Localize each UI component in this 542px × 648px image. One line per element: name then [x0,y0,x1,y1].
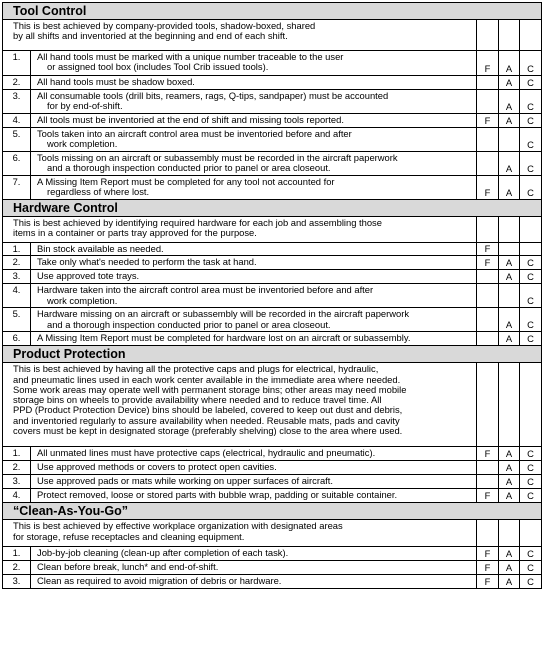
section-title-product-protection: Product Protection [3,346,542,363]
rating-c: C [520,90,542,114]
item-text-line: A Missing Item Report must be completed for any tool not accounted for [37,176,335,187]
item-number: 2. [3,461,31,475]
item-number: 4. [3,489,31,503]
table-row [3,308,542,332]
item-number: 3. [3,270,31,284]
item-text-line: Clean as required to avoid migration of debris or hardware. [37,575,282,587]
item-text [31,128,477,152]
rating-a [499,243,520,256]
intro-rating-cell-a [499,217,520,243]
item-text-line: A Missing Item Report must be completed for hardware lost on an aircraft or subassembly. [37,332,411,344]
rating-a: A [499,475,520,489]
rating-c: C [520,284,542,308]
item-text [31,114,477,128]
item-text-line: All hand tools must be marked with a unique number traceable to the user [37,51,344,62]
rating-f [477,284,499,308]
rating-a [499,284,520,308]
item-text [31,76,477,90]
intro-rating-cell-f [477,217,499,243]
item-text-line: Use approved pads or mats while working on upper surfaces of aircraft. [37,475,333,487]
intro-line: and inventoried regularly to assure availability when needed. Reusable mats, pads and cavity [13,414,400,426]
rating-f [477,152,499,176]
rating-f [477,461,499,475]
section-intro [3,520,477,547]
rating-a: A [499,76,520,90]
rating-f: F [477,243,499,256]
rating-c: C [520,575,542,589]
item-text-line: work completion. [47,294,118,306]
table-row [3,243,542,256]
rating-a: A [499,561,520,575]
rating-a: A [499,332,520,346]
rating-f [477,475,499,489]
intro-line: storage bins on wheels to provide availability where needed and to reduce travel time. All [13,394,382,406]
item-text [31,284,477,308]
rating-a [499,128,520,152]
rating-f [477,308,499,332]
section-intro [3,363,477,447]
section-intro-row [3,520,542,547]
rating-f: F [477,176,499,200]
item-text-line: All hand tools must be shadow boxed. [37,76,195,87]
table-row [3,152,542,176]
rating-c: C [520,114,542,128]
intro-line: Some work areas may operate well with permanent storage bins; other areas may need mobile [13,383,407,395]
intro-line: items in a container or parts tray approved for the purpose. [13,227,257,239]
item-text [31,447,477,461]
table-row [3,475,542,489]
rating-c: C [520,152,542,176]
item-number: 4. [3,284,31,308]
rating-a: A [499,256,520,270]
section-intro-row [3,217,542,243]
intro-rating-cell-c [520,217,542,243]
item-text-line: Bin stock available as needed. [37,243,164,254]
item-text [31,176,477,200]
section-intro [3,20,477,51]
item-text-line: work completion. [47,138,118,150]
table-row [3,461,542,475]
rating-c: C [520,128,542,152]
intro-rating-cell-a [499,20,520,51]
rating-f [477,90,499,114]
rating-f [477,332,499,346]
item-number: 7. [3,176,31,200]
item-number: 1. [3,51,31,76]
section-intro-row [3,363,542,447]
item-number: 4. [3,114,31,128]
intro-rating-cell-c [520,520,542,547]
intro-line: This is best achieved by identifying required hardware for each job and assembling those [13,217,382,228]
item-text-line: All unmated lines must have protective caps (electrical, hydraulic and pneumatic). [37,447,376,459]
rating-c: C [520,256,542,270]
table-row [3,561,542,575]
rating-a: A [499,489,520,503]
item-text-line: All consumable tools (drill bits, reamers, rags, Q-tips, sandpaper) must be accounted [37,90,389,101]
intro-line: PPD (Product Protection Device) bins should be labeled, covered to keep out dust and debris, [13,404,403,416]
rating-a: A [499,152,520,176]
section-header-row [3,200,542,217]
intro-line: This is best achieved by effective workplace organization with designated areas [13,520,343,532]
item-text-line: regardless of where lost. [47,186,150,198]
item-number: 3. [3,575,31,589]
table-row [3,51,542,76]
rating-f [477,128,499,152]
item-text [31,475,477,489]
intro-rating-cell-a [499,520,520,547]
item-number: 6. [3,332,31,346]
intro-line: and pneumatic lines used in each work center available in the immediate area where needed. [13,373,401,385]
item-text-line: Use approved tote trays. [37,270,140,282]
item-number: 3. [3,90,31,114]
item-text [31,575,477,589]
table-row [3,114,542,128]
section-intro-row [3,20,542,51]
section-header-row [3,503,542,520]
intro-line: for storage, refuse receptacles and cleaning equipment. [13,530,245,542]
rating-a: A [499,51,520,76]
rating-c: C [520,76,542,90]
item-text-line: Protect removed, loose or stored parts with bubble wrap, padding or suitable container. [37,489,398,501]
table-row [3,447,542,461]
item-text [31,308,477,332]
item-text-line: or assigned tool box (includes Tool Crib issued tools). [47,61,269,73]
rating-c: C [520,51,542,76]
intro-rating-cell-f [477,363,499,447]
item-text [31,51,477,76]
rating-c: C [520,475,542,489]
item-text-line: Tools taken into an aircraft control area must be inventoried before and after [37,128,352,139]
rating-c: C [520,489,542,503]
rating-a: A [499,461,520,475]
table-row [3,128,542,152]
item-text [31,243,477,256]
item-text-line: Use approved methods or covers to protect open cavities. [37,461,277,473]
intro-rating-cell-f [477,20,499,51]
rating-c: C [520,561,542,575]
rating-c: C [520,461,542,475]
item-number: 2. [3,256,31,270]
item-number: 1. [3,447,31,461]
rating-a: A [499,176,520,200]
rating-c: C [520,308,542,332]
section-title-clean-as-you-go: “Clean-As-You-Go” [3,503,542,520]
section-title-tool-control: Tool Control [3,3,542,20]
item-text-line: Hardware missing on an aircraft or subassembly will be recorded in the aircraft paperwork [37,308,410,320]
table-row [3,256,542,270]
item-text [31,332,477,346]
intro-line: by all shifts and inventoried at the beginning and end of each shift. [13,30,288,42]
item-text [31,561,477,575]
item-number: 6. [3,152,31,176]
rating-c: C [520,270,542,284]
rating-a: A [499,114,520,128]
intro-rating-cell-f [477,520,499,547]
item-text-line: for by end-of-shift. [47,100,123,112]
intro-rating-cell-c [520,363,542,447]
item-number: 2. [3,76,31,90]
item-text-line: and a thorough inspection conducted prior to panel or area closeout. [47,318,331,330]
section-header-row [3,3,542,20]
rating-f [477,270,499,284]
rating-c [520,243,542,256]
rating-a: A [499,575,520,589]
item-text-line: Job-by-job cleaning (clean-up after completion of each task). [37,547,289,559]
section-intro [3,217,477,243]
rating-f: F [477,547,499,561]
rating-c: C [520,547,542,561]
item-number: 5. [3,308,31,332]
table-row [3,270,542,284]
intro-rating-cell-a [499,363,520,447]
intro-rating-cell-c [520,20,542,51]
rating-f: F [477,447,499,461]
rating-f [477,76,499,90]
checklist-sheet [2,2,541,647]
table-row [3,547,542,561]
rating-a: A [499,270,520,284]
table-row [3,489,542,503]
item-text-line: Hardware taken into the aircraft control area must be inventoried before and after [37,284,374,296]
rating-a: A [499,547,520,561]
section-header-row [3,346,542,363]
table-row [3,575,542,589]
item-text [31,152,477,176]
rating-f: F [477,489,499,503]
section-title-hardware-control: Hardware Control [3,200,542,217]
item-number: 1. [3,547,31,561]
item-text-line: Clean before break, lunch* and end-of-shift. [37,561,219,573]
item-number: 1. [3,243,31,256]
item-text-line: All tools must be inventoried at the end of shift and missing tools reported. [37,114,344,125]
checklist-table [2,2,542,589]
rating-a: A [499,90,520,114]
item-number: 3. [3,475,31,489]
item-text [31,489,477,503]
item-text [31,256,477,270]
item-text-line: Take only what's needed to perform the task at hand. [37,256,257,268]
rating-f: F [477,561,499,575]
item-text-line: and a thorough inspection conducted prior to panel or area closeout. [47,162,331,174]
rating-a: A [499,308,520,332]
item-number: 2. [3,561,31,575]
table-row [3,76,542,90]
rating-a: A [499,447,520,461]
intro-line: This is best achieved by company-provided tools, shadow-boxed, shared [13,20,316,31]
rating-f: F [477,256,499,270]
item-number: 5. [3,128,31,152]
rating-f: F [477,51,499,76]
table-row [3,332,542,346]
table-row [3,90,542,114]
intro-line: covers must be kept in designated storage (preferably shelving) close to the area where used. [13,425,403,437]
item-text [31,461,477,475]
rating-f: F [477,114,499,128]
rating-c: C [520,176,542,200]
rating-c: C [520,447,542,461]
intro-line: This is best achieved by having all the protective caps and plugs for electrical, hydraulic, [13,363,379,375]
item-text [31,270,477,284]
item-text-line: Tools missing on an aircraft or subassembly must be recorded in the aircraft paperwork [37,152,398,163]
item-text [31,547,477,561]
rating-c: C [520,332,542,346]
rating-f: F [477,575,499,589]
table-row [3,176,542,200]
item-text [31,90,477,114]
table-row [3,284,542,308]
